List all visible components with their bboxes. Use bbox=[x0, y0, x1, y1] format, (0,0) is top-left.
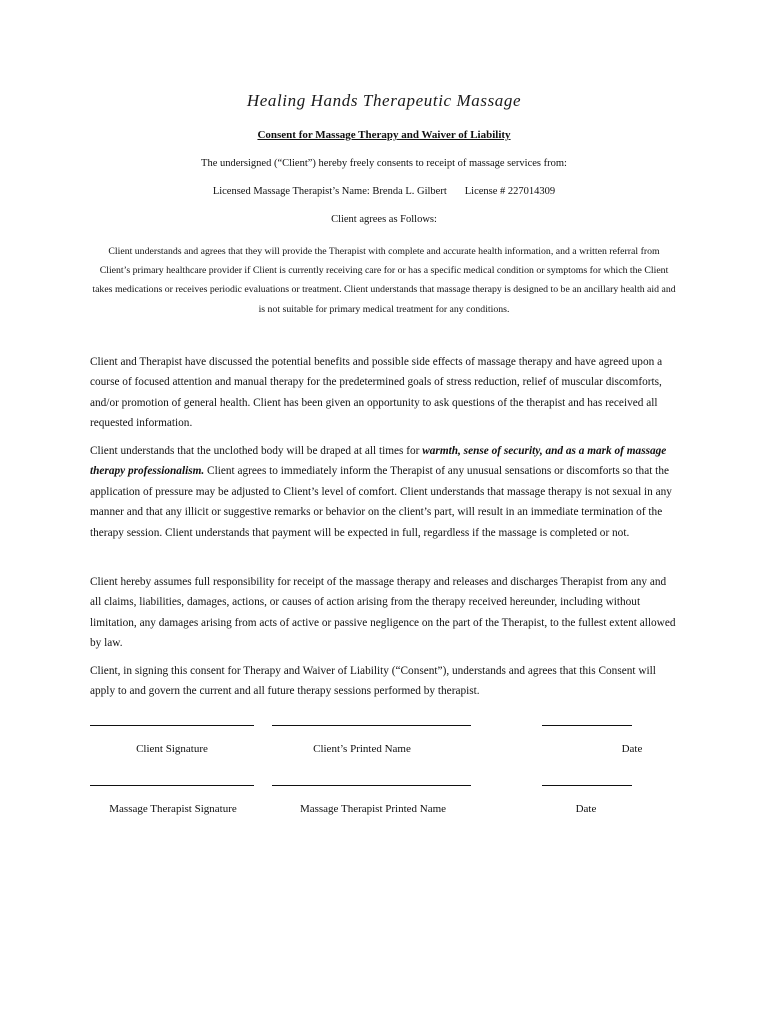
therapist-date-label: Date bbox=[575, 803, 597, 815]
client-date-line[interactable] bbox=[542, 725, 632, 726]
consent-scope-paragraph: Client, in signing this consent for Therapy and Waiver of Liability (“Consent”), understands and agrees that this Consent will apply to and govern the current and all future therapy sessions performed by therapist. bbox=[90, 665, 656, 698]
therapist-signature-label: Massage Therapist Signature bbox=[109, 803, 237, 815]
therapist-signature-line[interactable] bbox=[90, 785, 254, 786]
discussion-paragraph: Client and Therapist have discussed the potential benefits and possible side effects of massage therapy and have agreed upon a course of focused attention and manual therapy for the predetermined goals of stress reduction, relief of muscular discomforts, and/or promotion of general health. Client has been given an opportunity to ask questions of the therapist and has received all requested information. bbox=[90, 356, 663, 430]
license-number: License # 227014309 bbox=[464, 186, 556, 197]
client-printed-name-line[interactable] bbox=[272, 725, 471, 726]
client-signature-label: Client Signature bbox=[136, 743, 208, 755]
therapist-date-line[interactable] bbox=[542, 785, 632, 786]
client-date-label: Date bbox=[621, 743, 643, 755]
therapist-name-label: Licensed Massage Therapist’s Name: bbox=[212, 186, 370, 197]
agrees-heading: Client agrees as Follows: bbox=[331, 214, 437, 225]
form-title: Consent for Massage Therapy and Waiver of Liability bbox=[257, 129, 511, 141]
therapist-info-line bbox=[0, 186, 768, 197]
draping-text-b: Client agrees to immediately inform the Therapist of any unusual sensations or discomforts so that the application of pressure may be adjusted to Client’s level of comfort. Client understands that massage therapy is not sexual in any manner and that any illicit or suggestive remarks or behavior on the client’s part, will result in an immediate termination of the therapy session. Client understands that payment will be expected in full, regardless if the massage is completed or not. bbox=[90, 465, 672, 539]
liability-paragraph: Client hereby assumes full responsibility for receipt of the massage therapy and releases and discharges Therapist from any and all claims, liabilities, damages, actions, or causes of action arising from the therapy received hereunder, including without limitation, any damages arising from acts of active or passive negligence on the part of the Therapist, to the fullest extent allowed by law. bbox=[90, 576, 676, 650]
draping-emphasis: warmth, sense of security, and as a mark of massage therapy professionalism. bbox=[90, 445, 667, 478]
client-signature-line[interactable] bbox=[90, 725, 254, 726]
health-information-paragraph: Client understands and agrees that they will provide the Therapist with complete and accurate health information, and a written referral from Client’s primary healthcare provider if Client is currently receiving care for or has a specific medical condition or symptoms for which the Client takes medications or receives periodic evaluations or treatment. Client understands that massage therapy is designed to be an ancillary health aid and is not suitable for primary medical treatment for any conditions. bbox=[92, 246, 676, 315]
therapist-name: Brenda L. Gilbert bbox=[372, 186, 447, 197]
business-name: Healing Hands Therapeutic Massage bbox=[246, 91, 522, 110]
draping-paragraph bbox=[90, 441, 678, 543]
intro-line: The undersigned (“Client”) hereby freely consents to receipt of massage services from: bbox=[201, 158, 567, 169]
client-printed-name-label: Client’s Printed Name bbox=[313, 743, 411, 755]
draping-text-a: Client understands that the unclothed body will be draped at all times for bbox=[90, 445, 423, 457]
therapist-printed-name-line[interactable] bbox=[272, 785, 471, 786]
therapist-printed-name-label: Massage Therapist Printed Name bbox=[299, 803, 447, 815]
